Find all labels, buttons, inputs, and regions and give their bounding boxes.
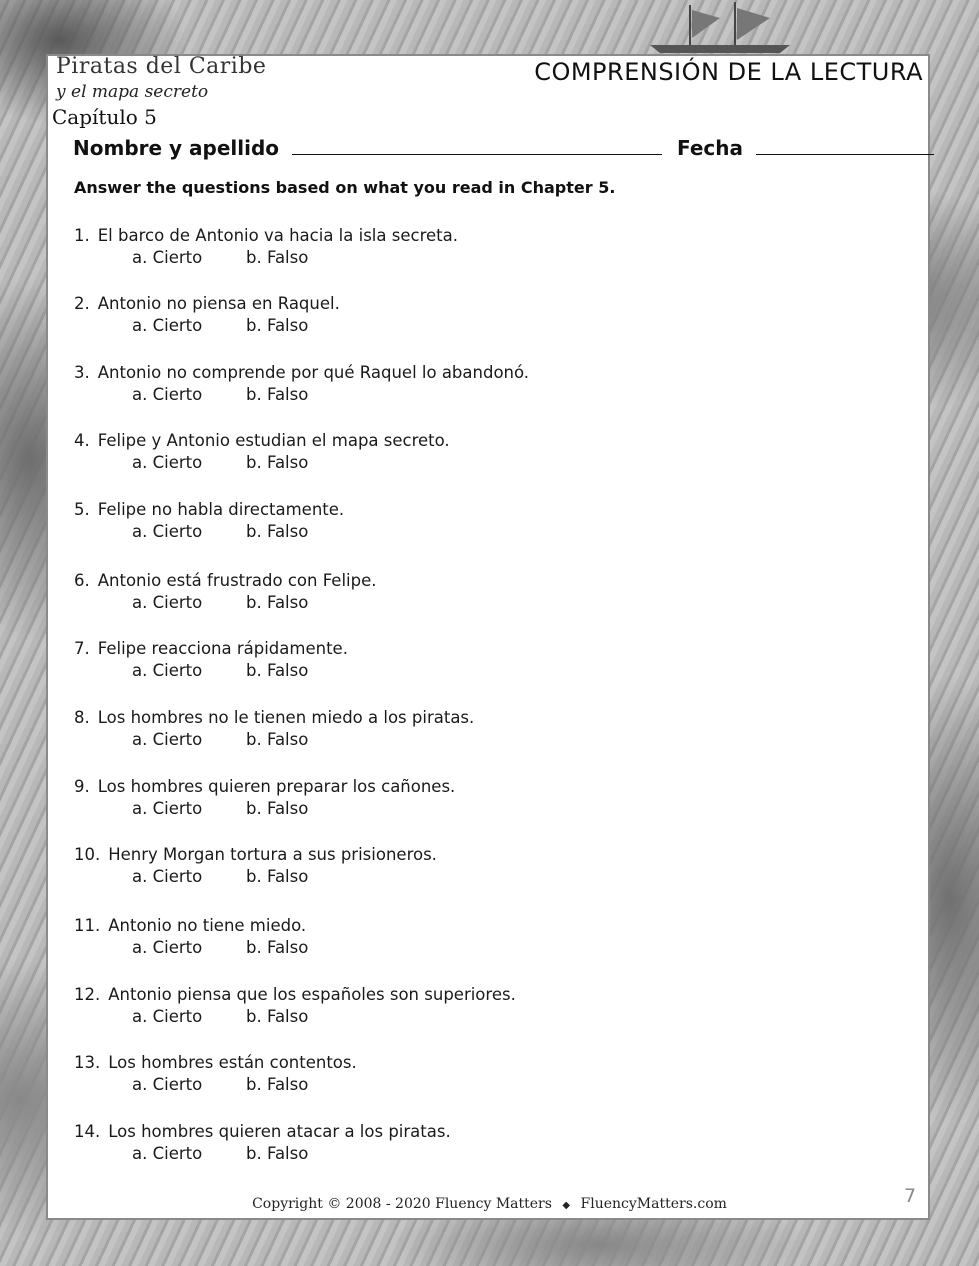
question-statement: Antonio piensa que los españoles son superiores. — [108, 985, 516, 1004]
diamond-icon: ◆ — [562, 1200, 571, 1211]
question-number: 3. — [74, 363, 90, 382]
question-item — [74, 984, 516, 1028]
question-number: 14. — [74, 1122, 101, 1141]
instructions: Answer the questions based on what you read in Chapter 5. — [74, 178, 616, 197]
answer-options — [74, 592, 377, 614]
question-statement: Felipe reacciona rápidamente. — [97, 639, 348, 658]
website: FluencyMatters.com — [580, 1196, 727, 1212]
option-falso[interactable]: b. Falso — [246, 1007, 309, 1026]
answer-options — [74, 315, 340, 337]
question-text — [74, 499, 344, 521]
answer-options — [74, 798, 455, 820]
option-cierto[interactable]: a. Cierto — [132, 1144, 203, 1163]
option-cierto[interactable]: a. Cierto — [132, 248, 203, 267]
answer-options — [74, 384, 529, 406]
date-blank[interactable] — [756, 136, 934, 155]
question-statement: Los hombres quieren preparar los cañones. — [97, 777, 456, 796]
option-falso[interactable]: b. Falso — [246, 522, 309, 541]
question-text — [74, 984, 516, 1006]
option-cierto[interactable]: a. Cierto — [132, 1075, 203, 1094]
option-falso[interactable]: b. Falso — [246, 453, 309, 472]
question-statement: El barco de Antonio va hacia la isla secreta. — [97, 226, 458, 245]
question-number: 4. — [74, 431, 90, 450]
option-cierto[interactable]: a. Cierto — [132, 593, 203, 612]
question-item — [74, 844, 437, 888]
question-statement: Los hombres quieren atacar a los piratas. — [108, 1122, 451, 1141]
question-number: 11. — [74, 916, 101, 935]
option-falso[interactable]: b. Falso — [246, 799, 309, 818]
chapter-label: Capítulo 5 — [52, 105, 157, 129]
question-number: 6. — [74, 571, 90, 590]
question-item — [74, 638, 348, 682]
copyright: Copyright © 2008 - 2020 Fluency Matters — [252, 1196, 552, 1212]
date-label: Fecha — [676, 136, 743, 160]
option-cierto[interactable]: a. Cierto — [132, 730, 203, 749]
question-item — [74, 362, 529, 406]
option-cierto[interactable]: a. Cierto — [132, 1007, 203, 1026]
question-item — [74, 776, 455, 820]
question-text — [74, 915, 308, 937]
answer-options — [74, 660, 348, 682]
question-number: 5. — [74, 500, 90, 519]
question-number: 10. — [74, 845, 101, 864]
question-number: 7. — [74, 639, 90, 658]
option-cierto[interactable]: a. Cierto — [132, 867, 203, 886]
question-text — [74, 776, 455, 798]
question-text — [74, 225, 458, 247]
question-item — [74, 570, 377, 614]
option-falso[interactable]: b. Falso — [246, 938, 309, 957]
question-statement: Felipe no habla directamente. — [97, 500, 345, 519]
option-cierto[interactable]: a. Cierto — [132, 316, 203, 335]
question-statement: Los hombres están contentos. — [108, 1053, 357, 1072]
question-text — [74, 707, 474, 729]
name-date-row — [73, 136, 934, 160]
question-text — [74, 430, 450, 452]
series-title: Piratas del Caribe — [56, 54, 267, 79]
question-text — [74, 844, 437, 866]
option-falso[interactable]: b. Falso — [246, 593, 309, 612]
question-item — [74, 1121, 451, 1165]
question-number: 1. — [74, 226, 90, 245]
option-cierto[interactable]: a. Cierto — [132, 799, 203, 818]
question-number: 13. — [74, 1053, 101, 1072]
question-item — [74, 499, 344, 543]
question-text — [74, 1052, 357, 1074]
answer-options — [74, 866, 437, 888]
answer-options — [74, 937, 308, 959]
question-number: 12. — [74, 985, 101, 1004]
question-statement: Henry Morgan tortura a sus prisioneros. — [108, 845, 437, 864]
answer-options — [74, 247, 458, 269]
question-item — [74, 430, 450, 474]
option-falso[interactable]: b. Falso — [246, 1144, 309, 1163]
question-statement: Antonio no tiene miedo. — [108, 916, 307, 935]
question-statement: Antonio está frustrado con Felipe. — [97, 571, 377, 590]
footer — [0, 1196, 979, 1212]
name-label: Nombre y apellido — [73, 136, 280, 160]
answer-options — [74, 1143, 451, 1165]
option-cierto[interactable]: a. Cierto — [132, 661, 203, 680]
section-title: COMPRENSIÓN DE LA LECTURA — [534, 58, 923, 86]
question-number: 8. — [74, 708, 90, 727]
option-falso[interactable]: b. Falso — [246, 867, 309, 886]
answer-options — [74, 1006, 516, 1028]
question-number: 9. — [74, 777, 90, 796]
option-falso[interactable]: b. Falso — [246, 316, 309, 335]
name-blank[interactable] — [292, 136, 662, 155]
answer-options — [74, 521, 344, 543]
answer-options — [74, 729, 474, 751]
option-falso[interactable]: b. Falso — [246, 385, 309, 404]
option-falso[interactable]: b. Falso — [246, 1075, 309, 1094]
option-cierto[interactable]: a. Cierto — [132, 453, 203, 472]
answer-options — [74, 452, 450, 474]
question-statement: Antonio no comprende por qué Raquel lo abandonó. — [97, 363, 530, 382]
question-text — [74, 570, 377, 592]
option-falso[interactable]: b. Falso — [246, 661, 309, 680]
question-item — [74, 915, 308, 959]
page-number: 7 — [904, 1185, 917, 1207]
question-item — [74, 1052, 357, 1096]
question-text — [74, 638, 348, 660]
option-cierto[interactable]: a. Cierto — [132, 522, 203, 541]
option-falso[interactable]: b. Falso — [246, 730, 309, 749]
question-item — [74, 707, 474, 751]
option-cierto[interactable]: a. Cierto — [132, 385, 203, 404]
question-text — [74, 1121, 451, 1143]
series-subtitle: y el mapa secreto — [56, 82, 209, 102]
question-item — [74, 225, 458, 269]
answer-options — [74, 1074, 357, 1096]
question-text — [74, 293, 340, 315]
question-text — [74, 362, 529, 384]
option-cierto[interactable]: a. Cierto — [132, 938, 203, 957]
question-statement: Los hombres no le tienen miedo a los piratas. — [97, 708, 475, 727]
question-number: 2. — [74, 294, 90, 313]
question-statement: Antonio no piensa en Raquel. — [97, 294, 340, 313]
option-falso[interactable]: b. Falso — [246, 248, 309, 267]
question-statement: Felipe y Antonio estudian el mapa secreto. — [97, 431, 450, 450]
question-item — [74, 293, 340, 337]
ship-illustration — [640, 0, 800, 55]
